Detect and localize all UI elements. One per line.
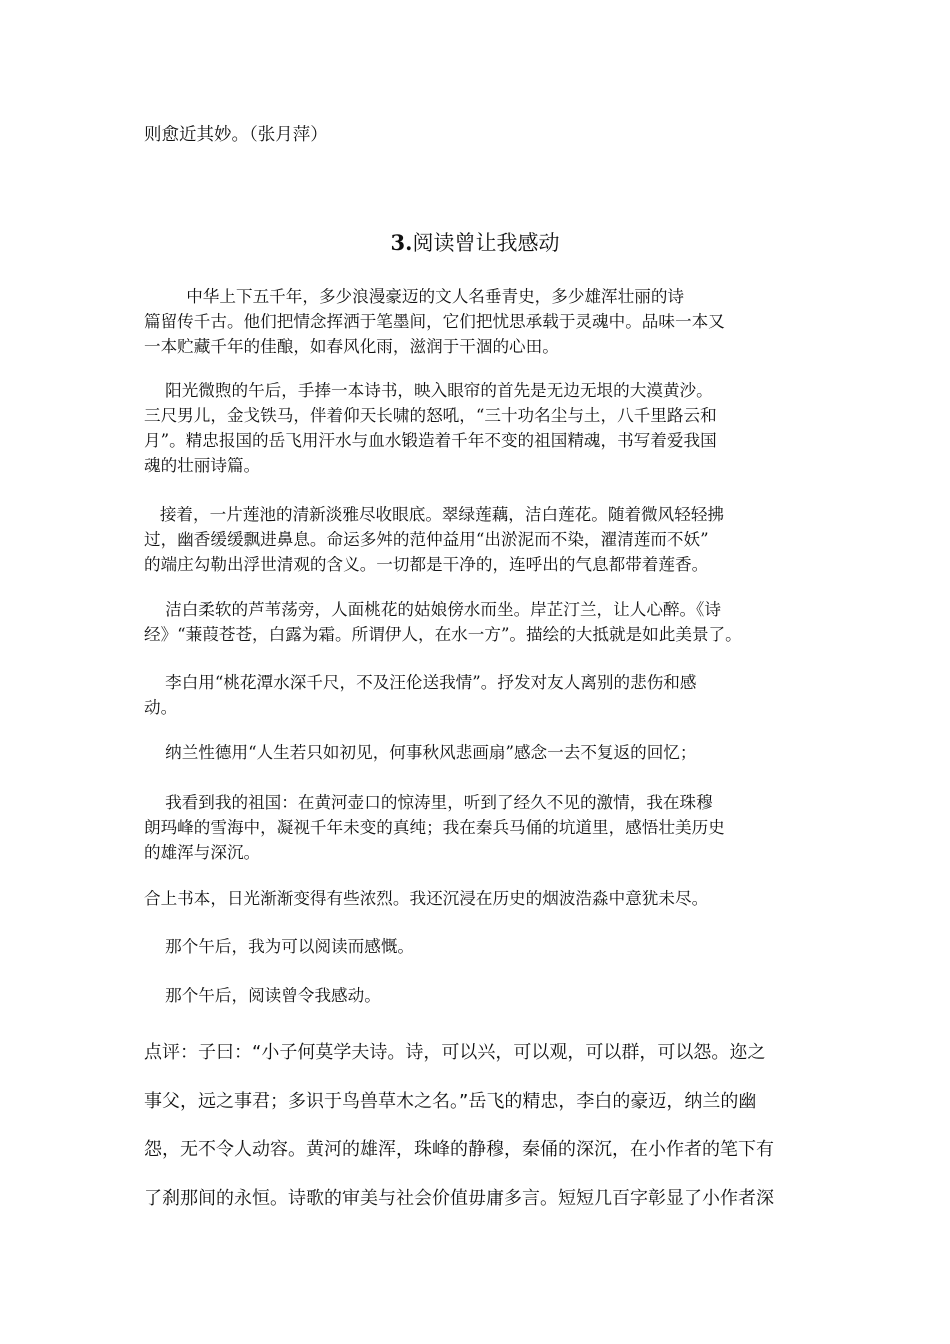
- paragraph-line: 朗玛峰的雪海中，凝视千年未变的真纯；我在秦兵马俑的坑道里，感悟壮美历史: [144, 818, 725, 837]
- paragraph-line: 三尺男儿，金戈铁马，伴着仰天长啸的怒吼，“三十功名尘与土，八千里路云和: [144, 406, 717, 425]
- paragraph-5: [144, 670, 696, 720]
- paragraph-1: [144, 284, 725, 359]
- paragraph-line: 月”。精忠报国的岳飞用汗水与血水锻造着千年不变的祖国精魂，书写着爱我国: [144, 431, 717, 450]
- comment-line: 点评：子曰：“小子何莫学夫诗。诗，可以兴，可以观，可以群，可以怨。迩之: [144, 1042, 766, 1063]
- comment-line: 事父，远之事君；多识于鸟兽草木之名。”岳飞的精忠，李白的豪迈，纳兰的幽: [144, 1091, 757, 1112]
- paragraph-line: 一本贮藏千年的佳酿，如春风化雨，滋润于干涸的心田。: [144, 337, 559, 356]
- paragraph-line: 接着，一片莲池的清新淡雅尽收眼底。翠绿莲藕，洁白莲花。随着微风轻轻拂: [144, 505, 725, 524]
- paragraph-line: 过，幽香缓缓飘进鼻息。命运多舛的范仲益用“出淤泥而不染，濯清莲而不妖”: [144, 530, 709, 549]
- paragraph-7: [144, 790, 725, 865]
- paragraph-line: 的端庄勾勒出浮世清观的含义。一切都是干净的，连呼出的气息都带着莲香。: [144, 555, 709, 574]
- paragraph-line: 中华上下五千年，多少浪漫豪迈的文人名垂青史，多少雄浑壮丽的诗: [144, 287, 685, 306]
- paragraph-2: [144, 378, 717, 478]
- paragraph-line: 阳光微煦的午后，手捧一本诗书，映入眼帘的首先是无边无垠的大漠黄沙。: [144, 381, 713, 400]
- intro-line: 则愈近其妙。（张月萍）: [144, 125, 328, 145]
- paragraph-line: 合上书本，日光渐渐变得有些浓烈。我还沉浸在历史的烟波浩淼中意犹未尽。: [144, 889, 709, 908]
- heading-title: 阅读曾让我感动: [412, 231, 560, 255]
- paragraph-line: 李白用“桃花潭水深千尺，不及汪伦送我情”。抒发对友人离别的悲伤和感: [144, 673, 697, 692]
- heading-number: 3.: [390, 230, 413, 255]
- comment-line: 了刹那间的永恒。诗歌的审美与社会价值毋庸多言。短短几百字彰显了小作者深: [144, 1188, 774, 1209]
- paragraph-line: 魂的壮丽诗篇。: [144, 456, 261, 475]
- paragraph-6: [144, 740, 696, 765]
- paragraph-line: 洁白柔软的芦苇荡旁，人面桃花的姑娘傍水而坐。岸芷汀兰，让人心醉。《诗: [144, 600, 721, 619]
- paragraph-10: [144, 983, 381, 1008]
- paragraph-line: 那个午后，我为可以阅读而感慨。: [144, 937, 415, 956]
- paragraph-line: 经》“蒹葭苍苍，白露为霜。所谓伊人，在水一方”。描绘的大抵就是如此美景了。: [144, 625, 742, 644]
- paragraph-line: 纳兰性德用“人生若只如初见，何事秋风悲画扇”感念一去不复返的回忆；: [144, 743, 697, 762]
- paragraph-line: 篇留传千古。他们把情念挥洒于笔墨间，它们把忧思承载于灵魂中。品味一本又: [144, 312, 725, 331]
- paragraph-line: 我看到我的祖国：在黄河壶口的惊涛里，听到了经久不见的激情，我在珠穆: [144, 793, 713, 812]
- paragraph-8: [144, 886, 708, 911]
- comment-line: 怨，无不令人动容。黄河的雄浑，珠峰的静穆，秦俑的深沉，在小作者的笔下有: [144, 1139, 774, 1160]
- essay-heading: [0, 228, 950, 258]
- paragraph-9: [144, 934, 414, 959]
- paragraph-line: 的雄浑与深沉。: [144, 843, 261, 862]
- paragraph-3: [144, 502, 724, 577]
- paragraph-line: 那个午后，阅读曾令我感动。: [144, 986, 381, 1005]
- paragraph-line: 动。: [144, 698, 178, 717]
- paragraph-4: [144, 597, 742, 647]
